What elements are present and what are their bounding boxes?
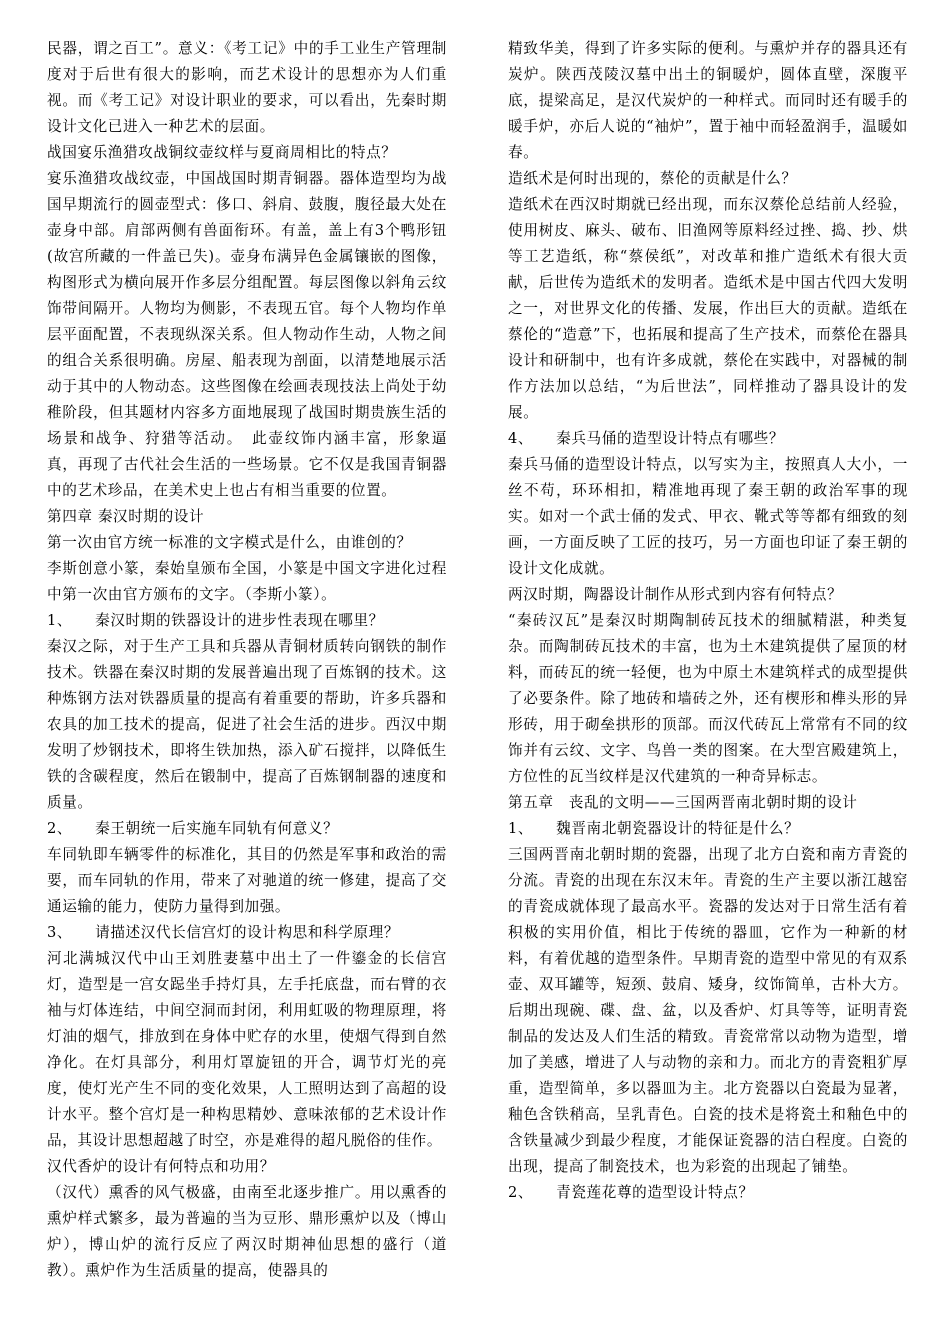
paragraph: 河北满城汉代中山王刘胜妻墓中出土了一件鎏金的长信宫灯，造型是一宫女跽坐手持灯具，左手托底盘，而右臂的衣袖与灯体连结，中间空洞而封闭，利用虹吸的物理原理，将灯油的烟气，排放到在身体中贮存的水里，使烟气得到自然净化。在灯具部分，利用灯罩旋钮的开合，调节灯光的亮度，使灯光产生不同的变化效果，人工照明达到了高超的设计水平。整个宫灯是一种构思精妙、意味浓郁的艺术设计作品，其设计思想超越了时空，亦是难得的超凡脱俗的佳作。: [47, 950, 447, 1149]
chapter-heading: 第五章 丧乱的文明——三国两晋南北朝时期的设计: [508, 794, 858, 811]
paragraph: 车同轨即车辆零件的标准化，其目的仍然是军事和政治的需要，而车同轨的作用，带来了对驰道的统一修建，提高了交通运输的能力，使防力量得到加强。: [47, 846, 447, 915]
question-heading: 第一次由官方统一标准的文字模式是什么，由谁创的？: [47, 534, 412, 551]
question-heading: 汉代香炉的设计有何特点和功用？: [47, 1158, 275, 1175]
paragraph: （汉代）熏香的风气极盛，由南至北逐步推广。用以熏香的熏炉样式繁多，最为普遍的当为豆形、鼎形熏炉以及（博山炉），博山炉的流行反应了两汉时期神仙思想的盛行（道教）。熏炉作为生活质量的提高，使器具的: [47, 1184, 447, 1279]
paragraph: 秦汉之际，对于生产工具和兵器从青铜材质转向钢铁的制作技术。铁器在秦汉时期的发展普遍出现了百炼钢的技术。这种炼钢方法对铁器质量的提高有着重要的帮助，许多兵器和农具的加工技术的提高，促进了社会生活的进步。西汉中期发明了炒钢技术，即将生铁加热，添入矿石搅拌，以降低生铁的含碳程度，然后在锻制中，提高了百炼钢制器的速度和质量。: [47, 638, 447, 811]
question-heading: 战国宴乐渔猎攻战铜纹壶纹样与夏商周相比的特点？: [47, 144, 397, 161]
left-column: [47, 36, 447, 1284]
question-heading: 两汉时期，陶器设计制作从形式到内容有何特点？: [508, 586, 843, 603]
paragraph: 宴乐渔猎攻战纹壶，中国战国时期青铜器。器体造型均为战国早期流行的圆壶型式：侈口、斜肩、鼓腹，腹径最大处在壶身中部。肩部两侧有兽面衔环。有盖，盖上有3个鸭形钮(故宫所藏的一件盖已失)。壶身布满异色金属镶嵌的图像，构图形式为横向展开作多层分组配置。每层图像以斜角云纹饰带间隔开。人物均为侧影，不表现五官。每个人物均作单层平面配置，不表现纵深关系。但人物动作生动，人物之间的组合关系很明确。房屋、船表现为剖面，以清楚地展示活动于其中的人物动态。这些图像在绘画表现技法上尚处于幼稚阶段，但其题材内容多方面地展现了战国时期贵族生活的场景和战争、狩猎等活动。 此壶纹饰内涵丰富，形象逼真，再现了古代社会生活的一些场景。它不仅是我国青铜器中的艺术珍品，在美术史上也占有相当重要的位置。: [47, 170, 447, 499]
question-heading: 3、 请描述汉代长信宫灯的设计构思和科学原理？: [47, 924, 400, 941]
paragraph: 民器，谓之百工”。意义：《考工记》中的手工业生产管理制度对于后世有很大的影响，而艺术设计的思想亦为人们重视。而《考工记》对设计职业的要求，可以看出，先秦时期设计文化已进入一种艺术的层面。: [47, 40, 447, 135]
question-heading: 1、 魏晋南北朝瓷器设计的特征是什么？: [508, 820, 800, 837]
question-heading: 造纸术是何时出现的，蔡伦的贡献是什么？: [508, 170, 797, 187]
question-heading: 1、 秦汉时期的铁器设计的进步性表现在哪里？: [47, 612, 384, 629]
chapter-heading: 第四章 秦汉时期的设计: [47, 508, 205, 525]
right-column: [508, 36, 908, 1206]
paragraph: 秦兵马俑的造型设计特点，以写实为主，按照真人大小，一丝不苟，环环相扣，精准地再现了秦王朝的政治军事的现实。如对一个武士俑的发式、甲衣、靴式等等都有细致的刻画，一方面反映了工匠的技巧，另一方面也印证了秦王朝的设计文化成就。: [508, 456, 908, 577]
question-heading: 2、 秦王朝统一后实施车同轨有何意义？: [47, 820, 339, 837]
paragraph: 精致华美，得到了许多实际的便利。与熏炉并存的器具还有炭炉。陕西茂陵汉墓中出土的铜暖炉，圆体直壁，深腹平底，提梁高足，是汉代炭炉的一种样式。而同时还有暖手的暖手炉，亦后人说的“袖炉”，置于袖中而轻盈润手，温暖如春。: [508, 40, 908, 161]
paragraph: 李斯创意小篆，秦始皇颁布全国，小篆是中国文字进化过程中第一次由官方颁布的文字。（李斯小篆）。: [47, 560, 447, 603]
question-heading: 2、 青瓷莲花尊的造型设计特点？: [508, 1184, 754, 1201]
paragraph: 造纸术在西汉时期就已经出现，而东汉蔡伦总结前人经验，使用树皮、麻头、破布、旧渔网等原料经过挫、捣、抄、烘等工艺造纸，称“蔡侯纸”，对改革和推广造纸术有很大贡献，后世传为造纸术的发明者。造纸术是中国古代四大发明之一，对世界文化的传播、发展，作出巨大的贡献。造纸在蔡伦的“造意”下，也拓展和提高了生产技术，而蔡伦在器具设计和研制中，也有许多成就，蔡伦在实践中，对器械的制作方法加以总结，“为后世法”，同样推动了器具设计的发展。: [508, 196, 908, 421]
paragraph: 三国两晋南北朝时期的瓷器，出现了北方白瓷和南方青瓷的分流。青瓷的出现在东汉末年。青瓷的生产主要以浙江越窑的青瓷成就体现了最高水平。瓷器的发达对于日常生活有着积极的实用价值，相比于传统的器皿，它作为一种新的材料，有着优越的造型条件。早期青瓷的造型中常见的有双系壶、双耳罐等，短颈、鼓肩、矮身，纹饰简单，古朴大方。后期出现碗、碟、盘、盆，以及香炉、灯具等等，证明青瓷制品的发达及人们生活的精致。青瓷常常以动物为造型，增加了美感，增进了人与动物的亲和力。而北方的青瓷粗犷厚重，造型简单，多以器皿为主。北方瓷器以白瓷最为显著，釉色含铁稍高，呈乳青色。白瓷的技术是将瓷土和釉色中的含铁量减少到最少程度，才能保证瓷器的洁白程度。白瓷的出现，提高了制瓷技术，也为彩瓷的出现起了铺垫。: [508, 846, 908, 1175]
paragraph: “秦砖汉瓦”是秦汉时期陶制砖瓦技术的细腻精湛，种类复杂。而陶制砖瓦技术的丰富，也为土木建筑提供了屋顶的材料，而砖瓦的统一轻便，也为中原土木建筑样式的成型提供了必要条件。除了地砖和墙砖之外，还有楔形和榫头形的异形砖，用于砌垒拱形的顶部。而汉代砖瓦上常常有不同的纹饰并有云纹、文字、鸟兽一类的图案。在大型宫殿建筑上，方位性的瓦当纹样是汉代建筑的一种奇异标志。: [508, 612, 908, 785]
question-heading: 4、 秦兵马俑的造型设计特点有哪些？: [508, 430, 785, 447]
